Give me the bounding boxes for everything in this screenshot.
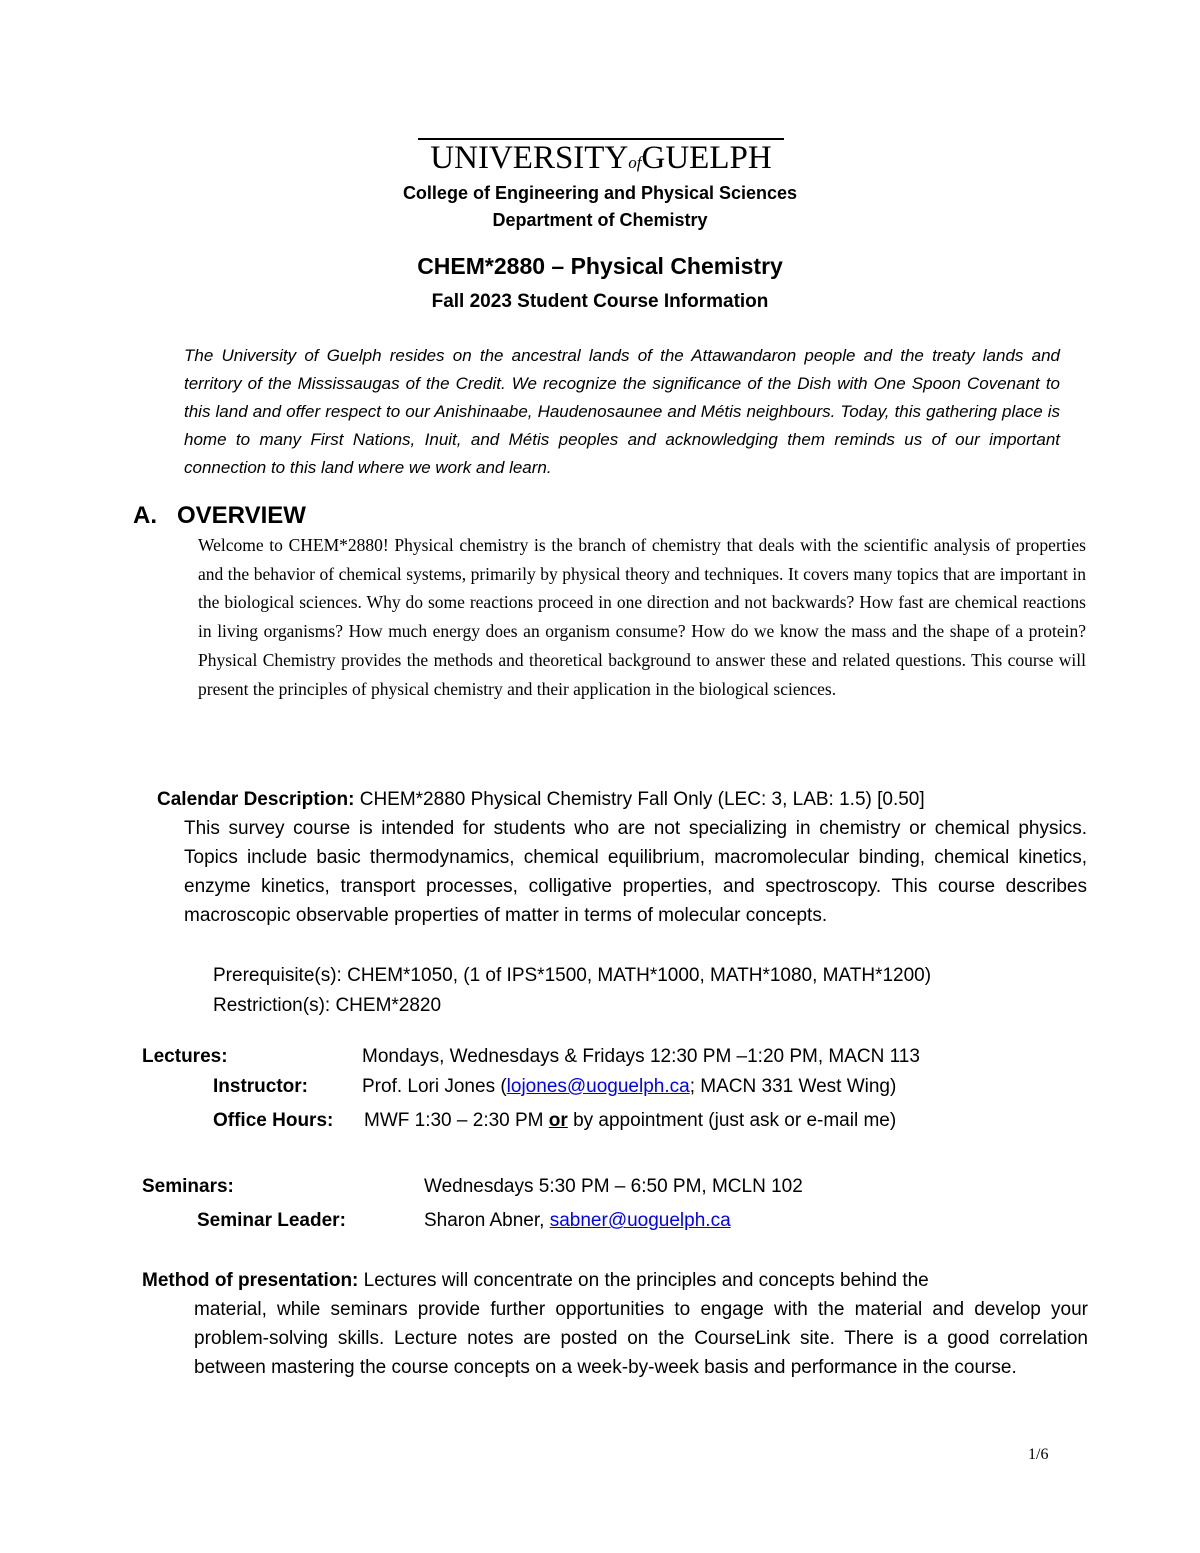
seminar-leader-email-link[interactable]: sabner@uoguelph.ca <box>549 1210 731 1231</box>
calendar-body: This survey course is intended for students who are not specializing in chemistry or chemical physics. Topics include basic thermodynamics, chemical equilibrium, macromolecular binding, chemical kinetics, enzyme kinetics, transport processes, colligative properties, and spectroscopy. This course describes macroscopic observable properties of matter in terms of molecular concepts. <box>184 818 1087 926</box>
lectures-label: Lectures: <box>142 1046 228 1067</box>
overview-body: Welcome to CHEM*2880! Physical chemistry is the branch of chemistry that deals with the scientific analysis of properties and the behavior of chemical systems, primarily by physical theory and techniques. It covers many topics that are important in the biological sciences. Why do some reactions proceed in one direction and not backwards? How fast are chemical reactions in living organisms? How much energy does an organism consume? How do we know the mass and the shape of a protein? Physical Chemistry provides the methods and theoretical background to answer these and related questions. This course will present the principles of physical chemistry and their application in the biological sciences. <box>198 535 1086 699</box>
restrictions: Restriction(s): CHEM*2820 <box>213 995 442 1016</box>
instructor-value <box>362 1072 896 1101</box>
seminar-leader-value <box>424 1206 731 1235</box>
office-hours-time: MWF 1:30 – 2:30 PM <box>364 1110 549 1131</box>
instructor-office: ; MACN 331 West Wing) <box>689 1076 897 1097</box>
logo-part-university: UNIVERSITY <box>430 140 629 176</box>
instructor-label: Instructor: <box>213 1076 308 1097</box>
logo-wordmark <box>418 139 784 182</box>
office-hours-value <box>364 1106 896 1135</box>
course-title: CHEM*2880 – Physical Chemistry <box>417 253 783 279</box>
office-hours-appointment: by appointment (just ask or e-mail me) <box>567 1110 897 1131</box>
method-first-line <box>142 1266 1088 1295</box>
instructor-email-link[interactable]: lojones@uoguelph.ca <box>506 1076 690 1097</box>
seminar-leader-label: Seminar Leader: <box>197 1210 346 1231</box>
logo-part-guelph: GUELPH <box>641 140 772 176</box>
term-title: Fall 2023 Student Course Information <box>431 291 769 312</box>
method-first-text: Lectures will concentrate on the principles and concepts behind the <box>358 1270 929 1291</box>
calendar-description-header <box>157 785 925 814</box>
calendar-header-value: CHEM*2880 Physical Chemistry Fall Only (LEC: 3, LAB: 1.5) [0.50] <box>359 789 925 810</box>
seminars-label: Seminars: <box>142 1176 234 1197</box>
method-body: material, while seminars provide further opportunities to engage with the material and develop your problem-solving skills. Lecture notes are posted on the CourseLink site. There is a good correlation between mastering the course concepts on a week-by-week basis and performance in the course. <box>194 1299 1088 1378</box>
prerequisites: Prerequisite(s): CHEM*1050, (1 of IPS*1500, MATH*1000, MATH*1080, MATH*1200) <box>213 965 932 986</box>
calendar-label: Calendar Description: <box>157 789 355 810</box>
page-number: 1/6 <box>1028 1446 1049 1463</box>
university-logo <box>418 138 784 178</box>
lectures-value: Mondays, Wednesdays & Fridays 12:30 PM –1:20 PM, MACN 113 <box>362 1046 920 1067</box>
office-hours-label: Office Hours: <box>213 1110 334 1131</box>
seminar-leader-name: Sharon Abner, <box>424 1210 550 1231</box>
logo-part-of: of <box>628 153 642 172</box>
land-acknowledgement: The University of Guelph resides on the ancestral lands of the Attawandaron people and the treaty lands and territory of the Mississaugas of the Credit. We recognize the significance of the Dish with One Spoon Covenant to this land and offer respect to our Anishinaabe, Haudenosaunee and Métis neighbours. Today, this gathering place is home to many First Nations, Inuit, and Métis peoples and acknowledging them reminds us of our important connection to this land where we work and learn. <box>184 346 1060 477</box>
instructor-name: Prof. Lori Jones ( <box>362 1076 507 1097</box>
department-name: Department of Chemistry <box>492 210 708 230</box>
college-name: College of Engineering and Physical Sciences <box>402 183 798 203</box>
section-title: OVERVIEW <box>177 502 306 529</box>
seminars-value: Wednesdays 5:30 PM – 6:50 PM, MCLN 102 <box>424 1176 803 1197</box>
office-hours-or: or <box>548 1110 568 1131</box>
section-a-heading <box>133 501 306 531</box>
section-letter: A. <box>133 502 157 529</box>
method-label: Method of presentation: <box>142 1270 359 1291</box>
